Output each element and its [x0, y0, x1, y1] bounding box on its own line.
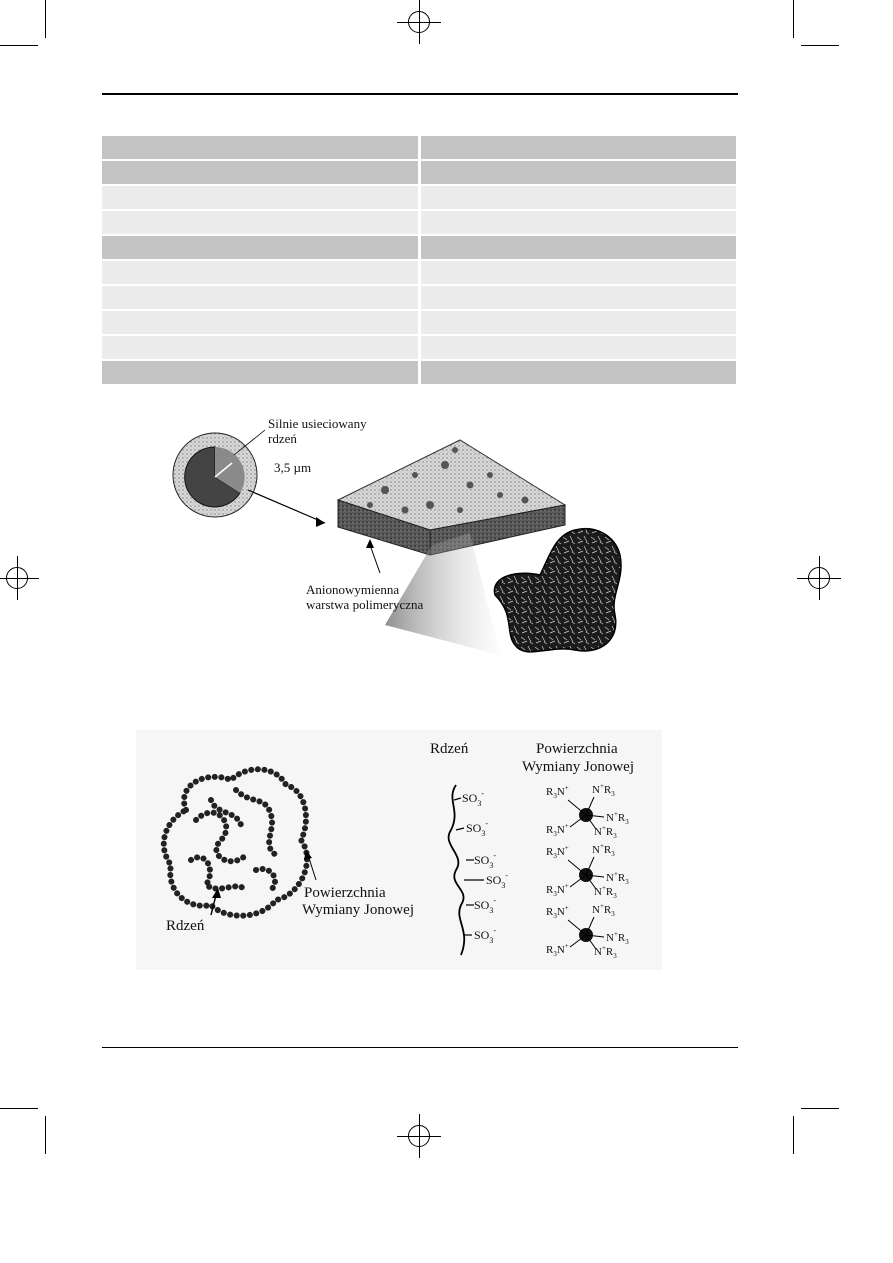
amine-group: $N^+R_3$ [606, 870, 629, 886]
latex-beads [546, 782, 629, 960]
polymer-chain [449, 785, 465, 955]
label-core-line2: rdzeń [268, 431, 297, 446]
amine-group: $N^+R_3$ [592, 902, 615, 918]
table-cell [102, 336, 418, 359]
footer-rule [102, 1047, 738, 1048]
crop-mark-br-h [801, 1108, 839, 1109]
amine-group: $R_3N^+$ [546, 822, 569, 838]
crop-mark-tl-v [45, 0, 46, 38]
amine-group: $N^+R_3$ [594, 944, 617, 960]
table-cell [421, 286, 737, 309]
table-cell [421, 336, 737, 359]
svg-text:SO3-: $SO_3^-$ [474, 851, 497, 870]
sulfonate-labels [462, 789, 508, 945]
sulfonate-3: SO [474, 853, 490, 867]
sulfonate-2: SO [466, 821, 482, 835]
table-row [102, 236, 736, 259]
table-cell [102, 186, 418, 209]
crop-mark-tr-h [801, 45, 839, 46]
amine-group: $R_3N^+$ [546, 844, 569, 860]
label-chain-title: Rdzeń [430, 741, 469, 757]
table-cell [421, 211, 737, 234]
data-table [102, 136, 736, 386]
table-row [102, 286, 736, 309]
table-cell [421, 136, 737, 159]
table-cell [421, 161, 737, 184]
amine-group: $R_3N^+$ [546, 882, 569, 898]
crop-mark-bl-h [0, 1108, 38, 1109]
table-row [102, 211, 736, 234]
table-cell [421, 186, 737, 209]
label-layer-line2: warstwa polimeryczna [306, 597, 424, 612]
amine-group: $R_3N^+$ [546, 784, 569, 800]
registration-mark-right [808, 567, 830, 589]
table-cell [102, 236, 418, 259]
registration-mark-top [408, 11, 430, 33]
table-cell [421, 361, 737, 384]
table-row [102, 361, 736, 384]
label-bead-surface-line2: Wymiany Jonowej [302, 902, 414, 918]
svg-text:SO3-: $SO_3^-$ [474, 896, 497, 915]
label-bead-core: Rdzeń [166, 918, 205, 934]
crop-mark-tr-v [793, 0, 794, 38]
svg-text:SO3-: $SO_3^-$ [462, 789, 485, 808]
label-surface-title-line2: Wymiany Jonowej [522, 759, 634, 775]
table-row [102, 336, 736, 359]
crop-mark-br-v [793, 1116, 794, 1154]
figure-1-drawing [170, 405, 690, 665]
table-cell [421, 261, 737, 284]
label-core-line1: Silnie usieciowany [268, 416, 367, 431]
svg-text:SO3-: $SO_3^-$ [486, 871, 509, 890]
sulfonate-1: SO [462, 791, 478, 805]
table-cell [102, 261, 418, 284]
label-surface-title-line1: Powierzchnia [536, 741, 618, 757]
table-cell [102, 361, 418, 384]
amine-bond [568, 920, 586, 935]
sulfonate-6: SO [474, 928, 490, 942]
registration-mark-bottom [408, 1125, 430, 1147]
table-cell [102, 211, 418, 234]
table-cell [421, 311, 737, 334]
amine-group: $N^+R_3$ [606, 810, 629, 826]
svg-text:SO3-: $SO_3^-$ [466, 819, 489, 838]
polymer-blob [494, 529, 621, 652]
amine-group: $N^+R_3$ [594, 884, 617, 900]
table-cell [102, 136, 418, 159]
table-row [102, 311, 736, 334]
bead-cross-section [164, 769, 307, 915]
table-row [102, 186, 736, 209]
amine-group: $N^+R_3$ [592, 782, 615, 798]
label-bead-surface-line1: Powierzchnia [304, 885, 386, 901]
amine-group: $N^+R_3$ [592, 842, 615, 858]
amine-bond [568, 860, 586, 875]
amine-group: $N^+R_3$ [606, 930, 629, 946]
table-cell [102, 161, 418, 184]
header-rule [102, 93, 738, 95]
table-cell [421, 236, 737, 259]
registration-mark-left [6, 567, 28, 589]
sulfonate-4: SO [486, 873, 502, 887]
label-size: 3,5 µm [274, 460, 312, 475]
table-row [102, 261, 736, 284]
amine-bond [568, 800, 586, 815]
svg-text:SO3-: $SO_3^-$ [474, 926, 497, 945]
table-row [102, 161, 736, 184]
table-cell [102, 311, 418, 334]
figure-pellicular-particle [170, 405, 690, 665]
crop-mark-bl-v [45, 1116, 46, 1154]
table-row [102, 136, 736, 159]
sulfonate-5: SO [474, 898, 490, 912]
table-cell [102, 286, 418, 309]
amine-group: $N^+R_3$ [594, 824, 617, 840]
crop-mark-tl-h [0, 45, 38, 46]
amine-group: $R_3N^+$ [546, 942, 569, 958]
label-layer-line1: Anionowymienna [306, 582, 400, 597]
amine-group: $R_3N^+$ [546, 904, 569, 920]
